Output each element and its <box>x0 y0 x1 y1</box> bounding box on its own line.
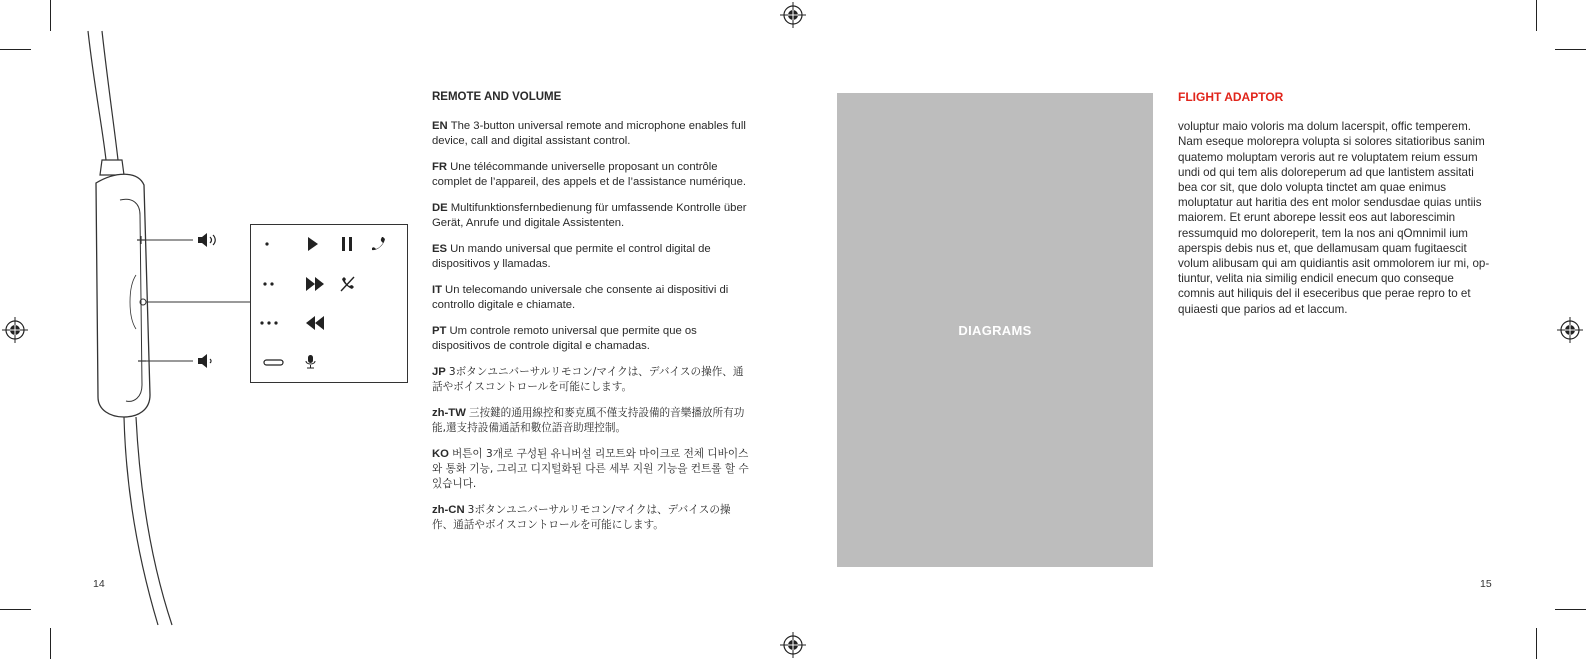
lang-text: 3ボタンユニバーサルリモコン/マイクは、デバイスの操作、通話やボイスコントロールを可能にします。 <box>432 504 731 531</box>
lang-code: ES <box>432 243 448 255</box>
registration-mark-icon <box>1557 317 1583 343</box>
section-heading: REMOTE AND VOLUME <box>432 91 562 103</box>
lang-text: 버튼이 3개로 구성된 유니버설 리모트와 마이크로 전체 디바이스와 통화 기능, 그리고 디지털화된 다른 세부 지원 기능을 컨트롤 할 수 있습니다. <box>432 448 749 490</box>
lang-paragraph-pt <box>432 324 750 354</box>
lang-paragraph-de <box>432 201 750 231</box>
lang-code: FR <box>432 161 448 173</box>
lang-text: The 3-button universal remote and microphone enables full device, call and digital assistant control. <box>432 120 746 147</box>
lang-paragraph-zh-cn <box>432 503 750 533</box>
lang-code: IT <box>432 284 443 296</box>
diagrams-label: DIAGRAMS <box>958 322 1032 338</box>
diagrams-placeholder <box>837 93 1153 567</box>
press-three-times-icon <box>260 321 263 324</box>
lang-paragraph-it <box>432 283 750 313</box>
lang-text: Um controle remoto universal que permite que os dispositivos de controle digital e chamadas. <box>432 325 697 352</box>
lang-text: Multifunktionsfernbedienung für umfassende Kontrolle über Gerät, Anrufe und digitale Assistenten. <box>432 202 747 229</box>
flight-adaptor-section <box>1178 90 1493 317</box>
lang-code: DE <box>432 202 448 214</box>
cable-bottom <box>124 417 158 625</box>
body-text: voluptur maio voloris ma dolum lacerspit, offic temperem. Nam eseque molorepra volupta si solores sitatioribus sanim quatemo moluptam veroris aut re voluptatem reium essum undi od qui tem alis doloreperum ad que lantistem assitati bea cor sit, que dolo volupta tinctet am quae enimus moluptatur aut haritia des ent molor sendusdae quias untiis maiorem. Et erunt aborepe lessit eos aut laborescimin ressumquid mo doloreperit, tem la nos ani qOmnimil ium aperspis debis nus et, que dellamusam quam fugitaescit volum alibusam qui am quidiantis asit ommolorem iur mi, optiuntur, velita nia similig endicil enecum quo conseque comnis aut hiliquis del il eseceribus que perae repro to et quiaesti que parios ad et laccum. <box>1178 120 1490 316</box>
lang-paragraph-zh-tw <box>432 406 750 436</box>
lang-code: PT <box>432 325 447 337</box>
controls-legend <box>250 224 410 384</box>
crop-mark <box>1555 49 1586 50</box>
lang-code: EN <box>432 120 448 132</box>
lang-paragraph-en <box>432 119 750 149</box>
crop-mark <box>1536 0 1537 31</box>
lang-text: 3ボタンユニバーサルリモコン/マイクは、デバイスの操作、通話やボイスコントロールを可能にします。 <box>432 366 744 393</box>
cable-collar <box>100 160 124 175</box>
lang-paragraph-jp <box>432 365 750 395</box>
page-number-left: 14 <box>93 578 105 590</box>
page-number-right: 15 <box>1480 578 1492 590</box>
press-once-icon <box>265 242 268 245</box>
press-hold-icon <box>264 360 283 365</box>
crop-mark <box>50 628 51 659</box>
crop-mark <box>50 0 51 31</box>
lang-text: Une télécommande universelle proposant un contrôle complet de l’appareil, des appels et de l’assistance numérique. <box>432 161 746 188</box>
section-heading: FLIGHT ADAPTOR <box>1178 90 1284 104</box>
lang-text: Un mando universal que permite el control digital de dispositivos y llamadas. <box>432 243 711 270</box>
cable-top <box>88 31 106 160</box>
lang-code: zh-CN <box>432 504 465 516</box>
speaker-quiet-icon <box>197 352 217 370</box>
remote-volume-section <box>432 90 750 544</box>
lang-text: Un telecomando universale che consente ai dispositivi di controllo digitale e chiamate. <box>432 284 729 311</box>
crop-mark <box>0 609 31 610</box>
registration-mark-icon <box>780 632 806 658</box>
lang-code: JP <box>432 366 446 378</box>
crop-mark <box>1536 628 1537 659</box>
lang-paragraph-ko <box>432 447 750 492</box>
crop-mark <box>1555 609 1586 610</box>
lang-code: zh-TW <box>432 407 466 419</box>
lang-paragraph-fr <box>432 160 750 190</box>
press-twice-icon <box>263 282 266 285</box>
speaker-loud-icon <box>197 231 221 249</box>
lang-paragraph-es <box>432 242 750 272</box>
registration-mark-icon <box>780 2 806 28</box>
lang-code: KO <box>432 448 449 460</box>
crop-mark <box>0 49 31 50</box>
registration-mark-icon <box>2 317 28 343</box>
lang-text: 三按鍵的通用線控和麥克風不僅支持設備的音樂播放所有功能,還支持設備通話和數位語音助理控制。 <box>432 407 745 434</box>
